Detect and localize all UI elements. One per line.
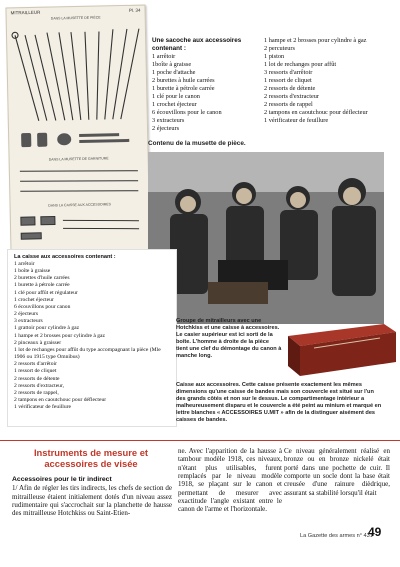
article-subheading: Accessoires pour le tir indirect [12,476,112,483]
list-item: 3 extracteurs [14,318,43,325]
list-item: 2 ressorts de rappel, [14,389,59,396]
list-item: 2 burettes d'huile carrées [14,275,70,282]
list-item: 2 ressorts de détente [14,375,60,382]
soldiers-photo [148,152,384,324]
list-item: 3 extracteurs [152,117,185,124]
list-item: 3 ressorts d'arrêtoir [264,69,313,76]
group-photo-caption: Groupe de mitrailleurs avec une Hotchkiss et une caisse à accessoires. Le casier supérieur est ici sorti de la boîte. L'homme à droite de la pièce tient une clef du démontage du canon à manche long. [176,318,282,359]
article-heading [12,447,170,469]
list-item: 1 boîte à graisse [14,268,51,275]
list-item: 2 ressorts d'arrêtoir [14,361,57,368]
article-column-1-text: 1/ Afin de régler les tirs indirects, les chefs de section de mitrailleuse étaient initialement dotés d'un niveau assez rudimentaire qui s'accrochait sur la planchette de hausse des mitrailleuse Hotchkiss ou Saint-Etien- [12,484,172,518]
list-item: 1 piston [264,53,285,60]
list-item: 1 hampe et 2 brosses pour cylindre à gaz [14,332,106,339]
musette-column-2 [264,37,380,125]
heading-line-1: Instruments de mesure et [33,447,149,458]
list-item: 1 burette à pétrole carrée [152,85,215,92]
article-column-1 [12,476,172,518]
list-item: 2 ressorts de détente [264,85,316,92]
list-item: 6 écouvillons pour le canon [152,109,222,116]
list-item: 2 ressorts d'extracteur, [14,382,65,389]
list-item: 2 éjecteurs [152,125,180,132]
list-item: 6 écouvillons pour canon [14,303,71,310]
list-item: 1 clé pour le canon [152,93,200,100]
list-item: 1 crochet éjecteur [14,296,54,303]
list-item: 1 vérificateur de feuillure [14,404,71,411]
list-item: 2 éjecteurs [14,311,39,318]
list-item: 1 ressort de cliquet [14,368,57,375]
list-item: 2 pinceaux à graisser [14,339,62,346]
list-item: 2 percuteurs [264,45,295,52]
musette-column-1 [152,37,262,133]
list-item: 1 crochet éjecteur [152,101,197,108]
caisse-list [8,261,176,411]
list-item: 2 tampons en caoutchouc pour déflecteur [14,396,107,403]
page-number: 49 [368,525,382,539]
list-item: 1 clé pour affût et régulateur [14,289,78,296]
list-item: 1 lot de rechanges pour affût [264,61,337,68]
plate-caption-bottom: DANS LA CAISSE AUX ACCESSOIRES [48,202,111,208]
list-item: 1 ressort de cliquet [264,77,312,84]
list-item: 1 vérificateur de feuillure [264,117,329,124]
photo-illustration [148,152,384,324]
plate-caption-mid: DANS LA MUSETTE DE GARNITURE [48,156,109,162]
list-item: 2 ressorts d'extracteur [264,93,319,100]
red-box-illustration [274,318,400,380]
list-item: 1 grattoir pour cylindre à gaz [14,325,80,332]
list-item: 2 tampons en caoutchouc pour déflecteur [264,109,368,116]
list-item: 1 arrêtoir [152,53,176,60]
list-item: 1boîte à graisse [152,61,192,68]
heading-line-2: accessoires de visée [44,458,138,469]
list-item: 2 ressorts de rappel [264,101,313,108]
plate-header-left: MITRAILLEUR [10,9,41,16]
article-column-3: Ce niveau généralement réalisé en bronze ou en bronze nickelé était porté dans une pochette de cuir. Il comporte un socle dont la base était creusée d'une rainure dièdrique, assurant sa stabilité lorsqu'il était [284,447,390,497]
plate-header-right: Pl. 34 [128,7,141,13]
musette-caption: Contenu de la musette de pièce. [148,140,246,147]
caisse-contents-box [8,250,176,426]
plate-caption-top: DANS LA MUSETTE DE PIÈCE [50,15,101,21]
list-item: 2 burettes à huile carrées [152,77,215,84]
musette-contents-list [148,37,378,157]
list-item: 1 lot de rechanges pour affût du type accompagnant la pièce (Mle 1906 ou 1915 type Omnibus) [14,346,161,361]
article-column-2: ne. Avec l'apparition de la hausse à tambour modèle 1918, ces niveaux, n'étant plus utilisables, furent remplacés par le niveau modèle 1918, se plaçant sur le canon et permettant de mesurer avec exactitude l'angle existant entre le canon de l'arme et l'horizontale. [178,447,282,514]
list-item: 1 poche d'attache [152,69,196,76]
section-divider [0,440,400,441]
magazine-name: La Gazette des armes n° 431 [300,533,373,539]
tools-illustration [7,19,150,252]
musette-title: Une sacoche aux accessoires contenant : [152,37,242,52]
list-item: 1 burette à pétrole carrée [14,282,70,289]
list-item: 1 arrêtoir [14,261,35,267]
caisse-caption: Caisse aux accessoires. Cette caisse présente exactement les mêmes dimensions qu'une caisse de bandes mais son couvercle est situé sur l'un des grands côtés et non sur le dessus. Le compartimentage intérieur a malheureusement disparu et le couvercle a été peint au minium et marqué en lettre blanches « ACCESSOIRES U.MIT » afin de la distinguer aisément des caisses de bandes. [176,382,382,423]
accessory-box-photo [274,318,400,380]
caisse-title: La caisse aux accessoires contenant : [14,254,116,260]
catalogue-plate-image [5,5,150,254]
list-item: 1 hampe et 2 brosses pour cylindre à gaz [264,37,367,44]
